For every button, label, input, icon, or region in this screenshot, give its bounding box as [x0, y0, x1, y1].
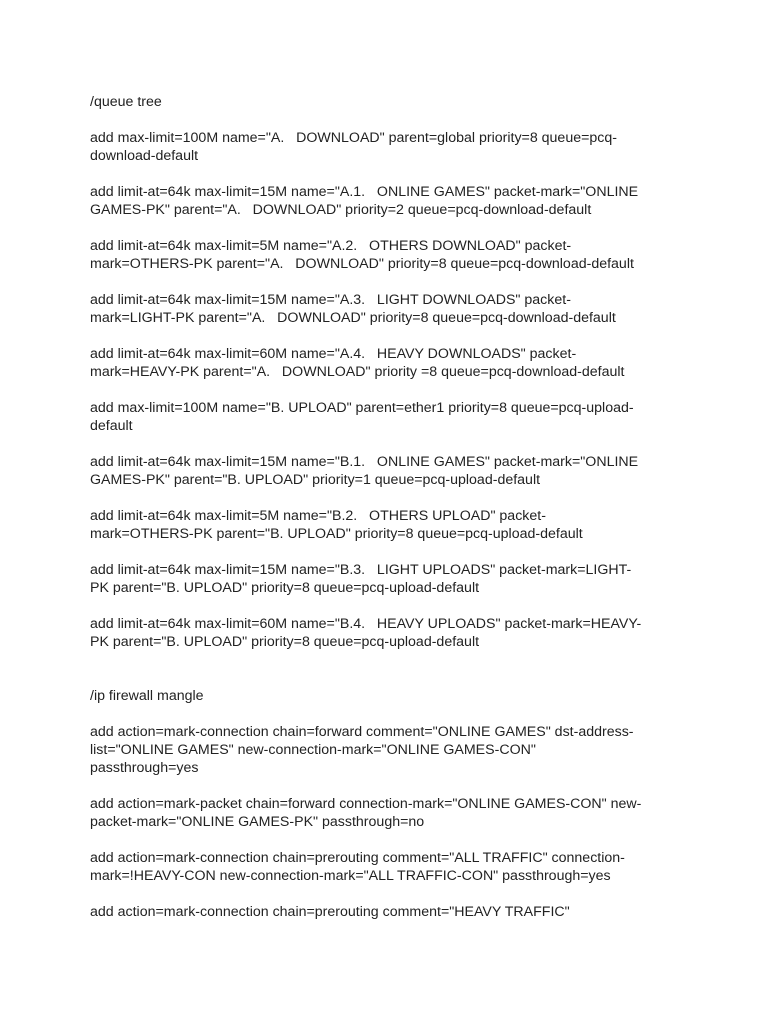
command-line: add max-limit=100M name="A. DOWNLOAD" parent=global priority=8 queue=pcq-	[90, 130, 617, 146]
command-line: add max-limit=100M name="B. UPLOAD" parent=ether1 priority=8 queue=pcq-upload-	[90, 400, 634, 416]
command-line: mark=OTHERS-PK parent="A. DOWNLOAD" priority=8 queue=pcq-download-default	[90, 256, 634, 272]
command-line: add limit-at=64k max-limit=15M name="A.3. LIGHT DOWNLOADS" packet-	[90, 292, 571, 308]
command-line: add action=mark-connection chain=prerouting comment="ALL TRAFFIC" connection-	[90, 850, 625, 866]
command-line: mark=HEAVY-PK parent="A. DOWNLOAD" priority =8 queue=pcq-download-default	[90, 364, 625, 380]
document-page	[90, 93, 680, 939]
command-line: add limit-at=64k max-limit=15M name="A.1. ONLINE GAMES" packet-mark="ONLINE	[90, 184, 639, 200]
command-line: packet-mark="ONLINE GAMES-PK" passthrough=no	[90, 814, 425, 830]
command-line: default	[90, 418, 133, 434]
command-line: add limit-at=64k max-limit=5M name="A.2. OTHERS DOWNLOAD" packet-	[90, 238, 572, 254]
command-line: add limit-at=64k max-limit=15M name="B.3. LIGHT UPLOADS" packet-mark=LIGHT-	[90, 562, 632, 578]
command-block	[90, 795, 680, 831]
command-line: add limit-at=64k max-limit=60M name="B.4. HEAVY UPLOADS" packet-mark=HEAVY-	[90, 616, 642, 632]
command-block	[90, 723, 680, 777]
command-block	[90, 129, 680, 165]
section-spacer	[90, 669, 680, 687]
command-line: add limit-at=64k max-limit=60M name="A.4. HEAVY DOWNLOADS" packet-	[90, 346, 577, 362]
command-line: add action=mark-packet chain=forward connection-mark="ONLINE GAMES-CON" new-	[90, 796, 642, 812]
command-block	[90, 561, 680, 597]
section-heading-firewall-mangle: /ip firewall mangle	[90, 688, 204, 704]
command-line: add action=mark-connection chain=forward comment="ONLINE GAMES" dst-address-	[90, 724, 634, 740]
command-line: GAMES-PK" parent="B. UPLOAD" priority=1 queue=pcq-upload-default	[90, 472, 541, 488]
command-block	[90, 507, 680, 543]
command-block	[90, 453, 680, 489]
command-block	[90, 237, 680, 273]
section-heading-queue-tree: /queue tree	[90, 94, 162, 110]
command-line: add limit-at=64k max-limit=15M name="B.1. ONLINE GAMES" packet-mark="ONLINE	[90, 454, 639, 470]
command-block	[90, 615, 680, 651]
command-line: PK parent="B. UPLOAD" priority=8 queue=pcq-upload-default	[90, 634, 480, 650]
command-block	[90, 183, 680, 219]
command-line: GAMES-PK" parent="A. DOWNLOAD" priority=2 queue=pcq-download-default	[90, 202, 592, 218]
command-line: add limit-at=64k max-limit=5M name="B.2. OTHERS UPLOAD" packet-	[90, 508, 546, 524]
command-block	[90, 903, 680, 921]
command-line: list="ONLINE GAMES" new-connection-mark="ONLINE GAMES-CON"	[90, 742, 536, 758]
command-block	[90, 849, 680, 885]
command-line: mark=!HEAVY-CON new-connection-mark="ALL TRAFFIC-CON" passthrough=yes	[90, 868, 611, 884]
command-block	[90, 345, 680, 381]
command-line: download-default	[90, 148, 199, 164]
command-line: mark=LIGHT-PK parent="A. DOWNLOAD" priority=8 queue=pcq-download-default	[90, 310, 616, 326]
command-line: mark=OTHERS-PK parent="B. UPLOAD" priority=8 queue=pcq-upload-default	[90, 526, 583, 542]
command-line: PK parent="B. UPLOAD" priority=8 queue=pcq-upload-default	[90, 580, 480, 596]
command-line: passthrough=yes	[90, 760, 199, 776]
command-block	[90, 291, 680, 327]
command-block	[90, 399, 680, 435]
command-line: add action=mark-connection chain=prerouting comment="HEAVY TRAFFIC"	[90, 904, 570, 920]
